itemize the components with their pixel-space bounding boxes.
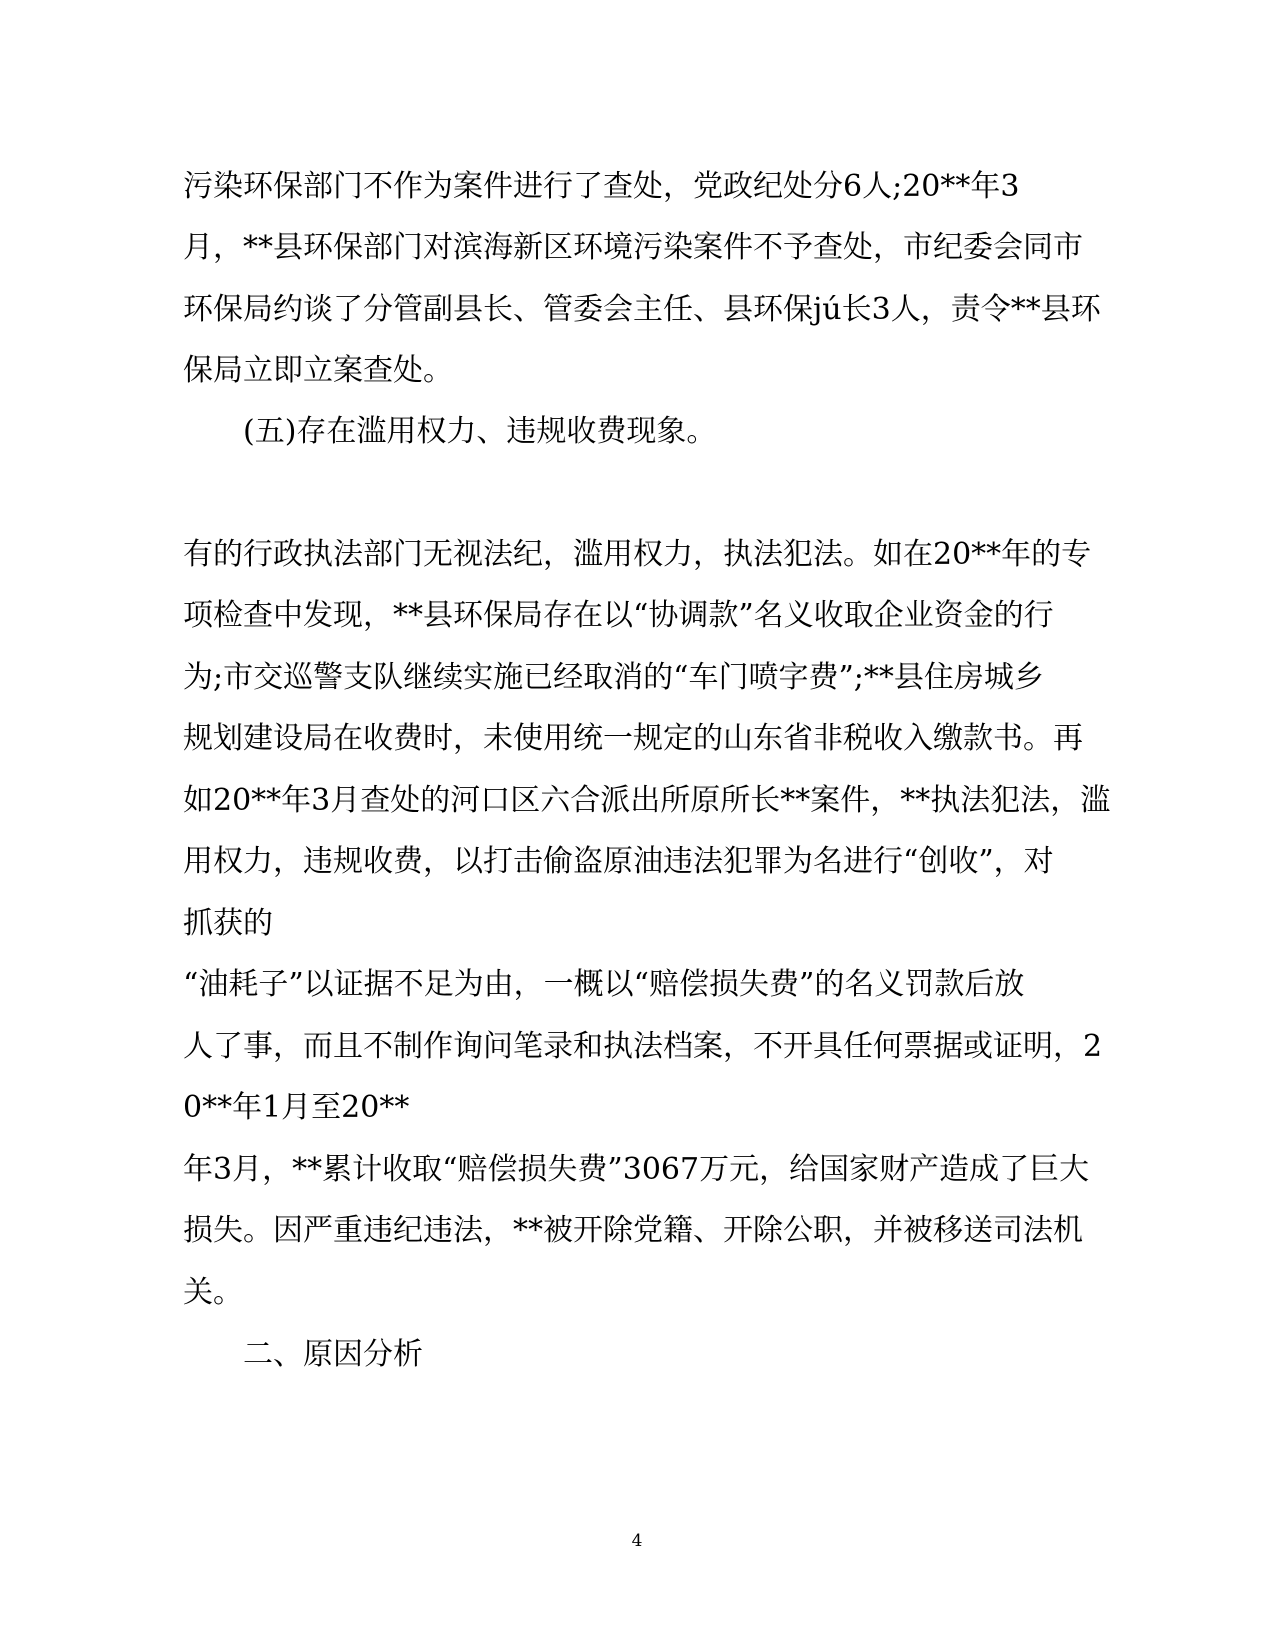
page-number: 4 [631, 1531, 643, 1551]
body-text-line: 项检查中发现，**县环保局存在以“协调款”名义收取企业资金的行 [183, 598, 1054, 633]
body-text-line: 保局立即立案查处。 [183, 353, 453, 388]
body-text-line: 月，**县环保部门对滨海新区环境污染案件不予查处，市纪委会同市 [183, 230, 1083, 265]
body-text-line: 关。 [183, 1275, 243, 1310]
body-text-line: 0**年1月至20** [183, 1090, 410, 1125]
body-text-line: 如20**年3月查处的河口区六合派出所原所长**案件，**执法犯法，滥 [183, 783, 1111, 818]
body-text-line: 环保局约谈了分管副县长、管委会主任、县环保jú长3人，责令**县环 [183, 292, 1101, 327]
body-text-line: 用权力，违规收费，以打击偷盗原油违法犯罪为名进行“创收”，对 [183, 844, 1054, 879]
body-text-line: 损失。因严重违纪违法，**被开除党籍、开除公职，并被移送司法机 [183, 1213, 1083, 1248]
body-text-line: 规划建设局在收费时，未使用统一规定的山东省非税收入缴款书。再 [183, 721, 1083, 756]
body-text-line: “油耗子”以证据不足为由，一概以“赔偿损失费”的名义罚款后放 [183, 967, 1025, 1002]
body-text-line: 年3月，**累计收取“赔偿损失费”3067万元，给国家财产造成了巨大 [183, 1152, 1090, 1187]
body-text-line: 有的行政执法部门无视法纪，滥用权力，执法犯法。如在20**年的专 [183, 537, 1092, 572]
body-text-line: 抓获的 [183, 906, 273, 941]
section-heading: 二、原因分析 [243, 1337, 423, 1372]
section-heading: (五)存在滥用权力、违规收费现象。 [243, 414, 717, 449]
body-text-line: 污染环保部门不作为案件进行了查处，党政纪处分6人;20**年3 [183, 169, 1020, 204]
body-text-line: 人了事，而且不制作询问笔录和执法档案，不开具任何票据或证明，2 [183, 1029, 1103, 1064]
body-text-line: 为;市交巡警支队继续实施已经取消的“车门喷字费”;**县住房城乡 [183, 660, 1044, 695]
